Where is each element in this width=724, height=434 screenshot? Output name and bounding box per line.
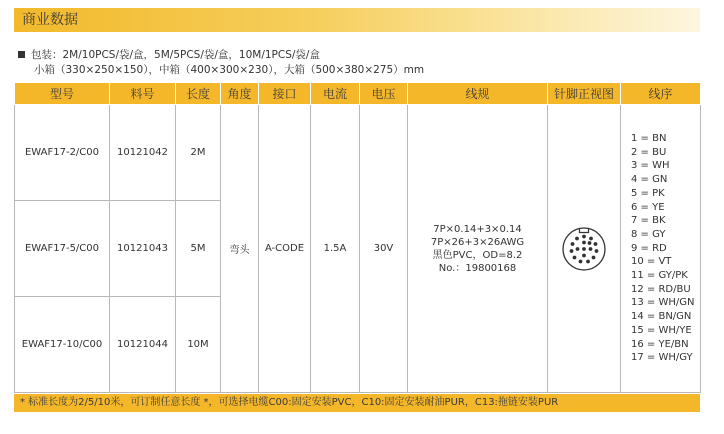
packaging-text-1: 包装：2M/10PCS/袋/盒，5M/5PCS/袋/盒，10M/1PCS/袋/盒: [31, 49, 320, 61]
product-table: [14, 82, 701, 393]
wiring-item: 2 = BU: [631, 146, 667, 158]
table-header-row: [15, 83, 701, 105]
table-row: [15, 105, 701, 201]
length-cell: 5M: [176, 201, 221, 297]
wiring-item: 3 = WH: [631, 160, 670, 172]
part-number-cell: 10121042: [110, 105, 176, 201]
header-voltage: 电压: [360, 83, 408, 105]
voltage-cell: 30V: [360, 105, 408, 393]
wiring-item: 14 = BN/GN: [631, 311, 692, 323]
angle-cell: 弯头: [221, 105, 259, 393]
wiring-item: 7 = BK: [631, 215, 666, 227]
header-bar: [14, 8, 700, 32]
packaging-line-1: [18, 47, 320, 62]
model-cell: EWAF17-10/C00: [15, 297, 110, 393]
wiring-item: 6 = YE: [631, 201, 665, 213]
header-part-number: 料号: [110, 83, 176, 105]
wiring-item: 9 = RD: [631, 242, 667, 254]
wiring-item: 16 = YE/BN: [631, 338, 689, 350]
wire-spec-line: No.：19800168: [438, 262, 517, 274]
length-cell: 2M: [176, 105, 221, 201]
connector-pin-icon: [561, 226, 607, 272]
model-cell: EWAF17-2/C00: [15, 105, 110, 201]
wiring-item: 4 = GN: [631, 174, 668, 186]
current-cell: 1.5A: [311, 105, 360, 393]
header-wiring: 线序: [621, 83, 701, 105]
wiring-item: 15 = WH/YE: [631, 324, 692, 336]
wire-spec-line: 7P×26+3×26AWG: [430, 236, 525, 248]
wire-spec-line: 黑色PVC，OD=8.2: [432, 249, 523, 261]
wiring-item: 10 = VT: [631, 256, 672, 268]
wiring-item: 8 = GY: [631, 228, 666, 240]
wiring-cell: [621, 105, 701, 393]
header-wire-spec: 线规: [408, 83, 548, 105]
footer-note: * 标准长度为2/5/10米，可订制任意长度 *，可选择电缆C00:固定安装PVC，C10:固定安装耐油PUR，C13:拖链安装PUR: [20, 397, 559, 408]
page-title: 商业数据: [22, 12, 78, 28]
header-interface: 接口: [259, 83, 311, 105]
wire-spec-line: 7P×0.14+3×0.14: [433, 223, 522, 235]
pin-view-cell: [548, 105, 621, 393]
wiring-item: 5 = PK: [631, 187, 665, 199]
interface-cell: A-CODE: [259, 105, 311, 393]
part-number-cell: 10121044: [110, 297, 176, 393]
header-current: 电流: [311, 83, 360, 105]
header-model: 型号: [15, 83, 110, 105]
header-length: 长度: [176, 83, 221, 105]
packaging-line-2: 小箱（330×250×150），中箱（400×300×230），大箱（500×380×275）mm: [34, 64, 425, 76]
part-number-cell: 10121043: [110, 201, 176, 297]
wiring-item: 13 = WH/GN: [631, 297, 695, 309]
length-cell: 10M: [176, 297, 221, 393]
wiring-item: 11 = GY/PK: [631, 270, 688, 282]
wiring-item: 1 = BN: [631, 133, 667, 145]
header-angle: 角度: [221, 83, 259, 105]
wiring-item: 17 = WH/GY: [631, 352, 693, 364]
wire-spec-cell: [408, 105, 548, 393]
wiring-item: 12 = RD/BU: [631, 283, 691, 295]
bullet-square-icon: [18, 51, 25, 58]
header-pin-view: 针脚正视图: [548, 83, 621, 105]
model-cell: EWAF17-5/C00: [15, 201, 110, 297]
